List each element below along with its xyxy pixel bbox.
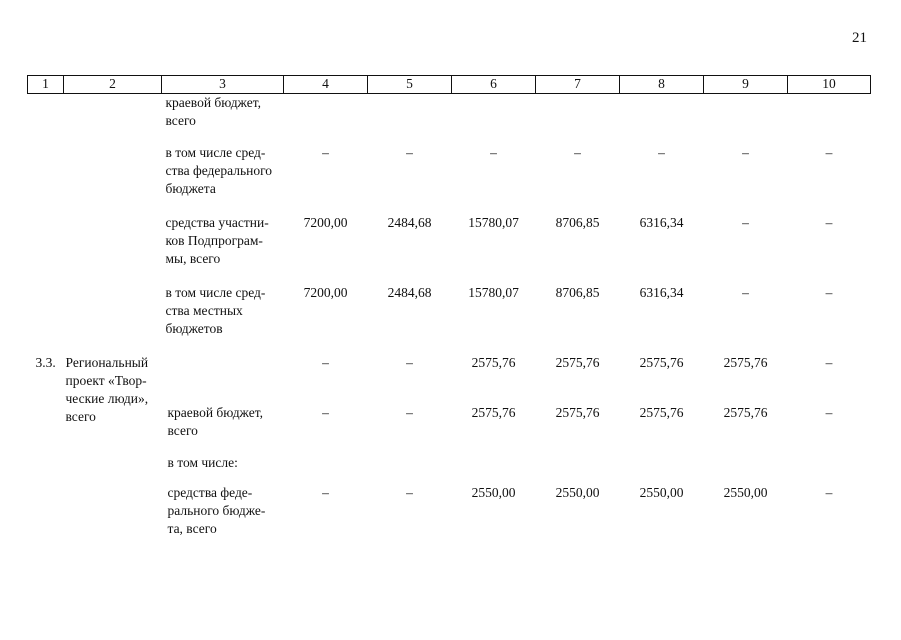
section-name-cell [64,284,162,338]
budget-table [27,75,871,538]
table-row [28,454,871,472]
value-cell [704,94,788,131]
value-cell [620,454,704,472]
value-cell [368,94,452,131]
header-cell: 8 [620,76,704,94]
value-cell: – [406,405,413,420]
description-line: в том числе: [167,455,238,470]
description-cell [162,144,284,198]
value-cell: – [825,355,833,370]
table-row [28,94,871,131]
section-code-cell [28,284,64,338]
value-cell: 7200,00 [303,285,348,300]
value-cell: 2575,76 [639,355,684,370]
column-number-row [28,76,871,94]
description-line: средства феде- [167,485,253,500]
row-spacer-cell [28,440,871,454]
header-cell: 10 [788,76,871,94]
description-line: всего [165,113,196,128]
row-spacer [28,338,871,354]
table-body [28,76,871,539]
table-row [28,484,871,538]
row-spacer-cell [28,130,871,144]
value-cell: – [658,145,665,160]
header-cell: 4 [284,76,368,94]
value-cell: 2575,76 [723,405,768,420]
description-line: ства местных [165,303,243,318]
value-cell: 8706,85 [555,285,600,300]
section-code-cell [28,214,64,268]
row-spacer [28,198,871,214]
row-spacer-cell [28,268,871,284]
value-cell: 8706,85 [555,215,600,230]
value-cell: – [825,145,833,160]
row-spacer [28,268,871,284]
value-cell [788,94,871,131]
section-code-cell [28,454,64,472]
description-line: средства участни- [165,215,269,230]
description-cell [162,94,284,131]
value-cell: 2484,68 [387,215,432,230]
section-code-cell [28,94,64,131]
row-spacer [28,440,871,454]
section-code-cell [28,144,64,198]
section-code-cell: 3.3. [35,355,56,370]
description-line: мы, всего [165,251,221,266]
section-name-line: Региональный [65,355,149,370]
value-cell: – [825,215,833,230]
value-cell: – [322,485,329,500]
row-spacer-cell [28,198,871,214]
section-code-cell [28,484,64,538]
value-cell: 2575,76 [555,355,600,370]
value-cell [284,454,368,472]
value-cell: – [742,145,749,160]
value-cell: – [574,145,581,160]
description-line: краевой бюджет, [167,405,263,420]
section-name-line: ческие люди», [65,391,149,406]
value-cell: – [825,285,833,300]
section-name-line: проект «Твор- [65,373,147,388]
value-cell: 6316,34 [639,285,684,300]
value-cell: 2575,76 [639,405,684,420]
value-cell: – [322,355,329,370]
description-line: в том числе сред- [165,145,266,160]
value-cell: 2575,76 [471,405,516,420]
row-spacer [28,472,871,484]
value-cell [788,454,871,472]
description-cell [162,404,284,440]
value-cell: 15780,07 [468,285,519,300]
description-line: бюджетов [165,321,223,336]
description-line: всего [167,423,198,438]
value-cell: – [825,485,833,500]
description-line: краевой бюджет, [165,95,261,110]
value-cell [536,94,620,131]
description-cell [162,454,284,472]
value-cell [452,94,536,131]
value-cell: 2550,00 [471,485,516,500]
section-name-block [66,354,162,426]
table-row [28,284,871,338]
section-name-cell [64,354,162,424]
value-cell: – [742,215,749,230]
value-cell [368,454,452,472]
value-cell [452,454,536,472]
section-name-cell [64,484,162,538]
header-cell: 9 [704,76,788,94]
description-line: рального бюдже- [167,503,266,518]
header-cell: 2 [64,76,162,94]
value-cell: – [322,405,329,420]
section-name-cell [64,144,162,198]
description-line: ков Подпрограм- [165,233,263,248]
header-cell: 5 [368,76,452,94]
value-cell [704,454,788,472]
header-cell: 7 [536,76,620,94]
description-cell [162,214,284,268]
row-spacer-cell [28,338,871,354]
section-name-cell [64,454,162,472]
value-cell [536,454,620,472]
page-number: 21 [852,30,867,46]
value-cell: – [742,285,749,300]
section-name-cell [64,94,162,131]
description-line: ства федерального [165,163,273,178]
value-cell: 2575,76 [723,355,768,370]
value-cell: – [490,145,497,160]
value-cell: 2550,00 [723,485,768,500]
value-cell: 6316,34 [639,215,684,230]
description-line: бюджета [165,181,216,196]
value-cell: – [322,145,329,160]
section-code-cell [28,404,64,440]
table-row [28,354,871,390]
value-cell: – [406,485,413,500]
table-row [28,214,871,268]
value-cell: 15780,07 [468,215,519,230]
description-line: та, всего [167,521,217,536]
value-cell: – [406,355,413,370]
description-line: в том числе сред- [165,285,266,300]
section-name-cell [64,214,162,268]
value-cell: 2575,76 [471,355,516,370]
value-cell: – [825,405,833,420]
header-cell: 3 [162,76,284,94]
section-name-line: всего [65,409,96,424]
value-cell [620,94,704,131]
value-cell [284,94,368,131]
value-cell: 2575,76 [555,405,600,420]
header-cell: 1 [28,76,64,94]
value-cell: 2550,00 [639,485,684,500]
table-row [28,144,871,198]
value-cell: – [406,145,413,160]
description-cell [162,284,284,338]
value-cell: 2550,00 [555,485,600,500]
row-spacer [28,130,871,144]
description-cell [162,354,284,390]
description-cell [162,484,284,538]
value-cell: 7200,00 [303,215,348,230]
header-cell: 6 [452,76,536,94]
row-spacer-cell [28,472,871,484]
value-cell: 2484,68 [387,285,432,300]
